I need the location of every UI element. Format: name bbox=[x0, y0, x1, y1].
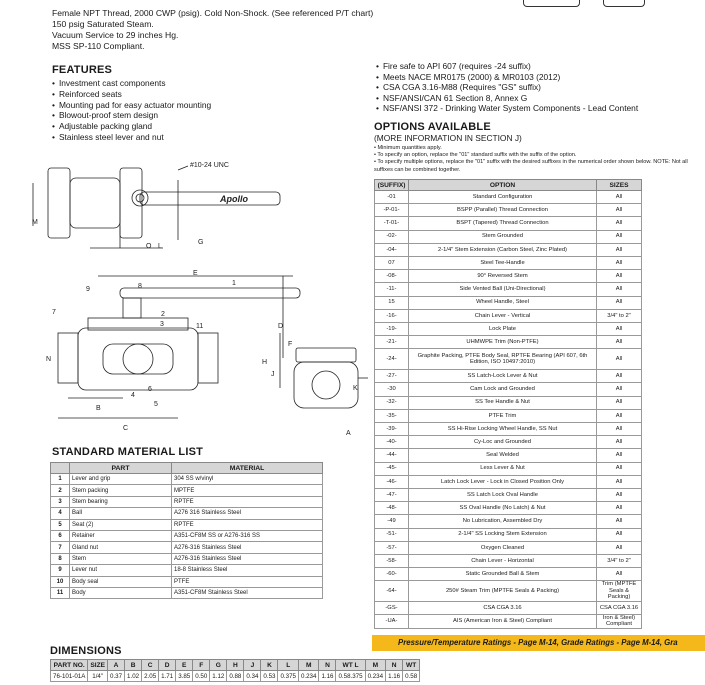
feature-item: • Investment cast components bbox=[52, 78, 352, 89]
option-description: BSPP (Parallel) Thread Connection bbox=[409, 204, 597, 217]
option-suffix: -01 bbox=[375, 191, 409, 204]
option-suffix: -GS- bbox=[375, 601, 409, 614]
option-description: Less Lever & Nut bbox=[409, 462, 597, 475]
callout-7: 7 bbox=[52, 309, 56, 316]
dimensions-header-cell: WT L bbox=[336, 660, 365, 671]
option-description: Static Grounded Ball & Stem bbox=[409, 568, 597, 581]
dimensions-cell: 1.02 bbox=[125, 671, 142, 682]
feature-item: • Mounting pad for easy actuator mounting bbox=[52, 100, 352, 111]
option-sizes: All bbox=[597, 270, 642, 283]
pt-ratings-link[interactable]: Pressure/Temperature Ratings - Page M-14, Grade Ratings - Page M-14, Gra bbox=[372, 635, 705, 651]
option-row bbox=[375, 309, 642, 322]
options-table bbox=[374, 179, 642, 629]
material-row bbox=[51, 508, 323, 519]
option-sizes: All bbox=[597, 515, 642, 528]
option-row bbox=[375, 502, 642, 515]
option-row bbox=[375, 475, 642, 488]
intro-line: Vacuum Service to 29 inches Hg. bbox=[52, 30, 179, 40]
option-suffix: -39- bbox=[375, 423, 409, 436]
option-suffix: -21- bbox=[375, 336, 409, 349]
dim-letter-a: A bbox=[346, 430, 351, 437]
option-row bbox=[375, 528, 642, 541]
dimensions-cell: 0.88 bbox=[227, 671, 244, 682]
option-description: UHMWPE Trim (Non-PTFE) bbox=[409, 336, 597, 349]
top-view-drawing bbox=[33, 166, 280, 248]
dimensions-header-cell: N bbox=[319, 660, 336, 671]
option-row bbox=[375, 191, 642, 204]
material-value: A276 316 Stainless Steel bbox=[172, 508, 323, 519]
options-header-sizes: SIZES bbox=[597, 180, 642, 191]
material-item-number: 2 bbox=[51, 485, 70, 496]
callout-2: 2 bbox=[161, 311, 165, 318]
option-sizes: All bbox=[597, 436, 642, 449]
dim-letter-l: L bbox=[158, 243, 162, 250]
option-description: Seal Welded bbox=[409, 449, 597, 462]
option-row bbox=[375, 270, 642, 283]
option-suffix: -40- bbox=[375, 436, 409, 449]
option-suffix: -58- bbox=[375, 554, 409, 567]
option-suffix: -60- bbox=[375, 568, 409, 581]
option-description: PTFE Trim bbox=[409, 409, 597, 422]
option-row bbox=[375, 568, 642, 581]
dimensions-row bbox=[51, 671, 420, 682]
dimensions-cell: 0.53 bbox=[261, 671, 278, 682]
dimensions-header-cell: C bbox=[142, 660, 159, 671]
callout-9: 9 bbox=[86, 286, 90, 293]
option-sizes: CSA CGA 3.16 bbox=[597, 601, 642, 614]
dimensions-cell: 1/4" bbox=[88, 671, 108, 682]
option-description: 250# Steam Trim (MPTFE Seals & Packing) bbox=[409, 581, 597, 602]
material-value: A276-316 Stainless Steel bbox=[172, 542, 323, 553]
material-item-number: 3 bbox=[51, 496, 70, 507]
dimensions-header-cell: D bbox=[159, 660, 176, 671]
material-row bbox=[51, 519, 323, 530]
material-part: Body seal bbox=[70, 576, 172, 587]
option-description: Chain Lever - Horizontal bbox=[409, 554, 597, 567]
callout-6: 6 bbox=[148, 386, 152, 393]
material-header-part: PART bbox=[70, 463, 172, 474]
option-sizes: All bbox=[597, 409, 642, 422]
dimensions-table-body bbox=[51, 671, 420, 682]
option-sizes: All bbox=[597, 243, 642, 256]
material-value: 18-8 Stainless Steel bbox=[172, 565, 323, 576]
option-suffix: -T-01- bbox=[375, 217, 409, 230]
option-sizes: All bbox=[597, 322, 642, 335]
option-description: SS Hi-Rise Locking Wheel Handle, SS Nut bbox=[409, 423, 597, 436]
material-item-number: 5 bbox=[51, 519, 70, 530]
dimensions-title: DIMENSIONS bbox=[50, 645, 122, 657]
material-row bbox=[51, 496, 323, 507]
material-part: Retainer bbox=[70, 530, 172, 541]
thread-label: #10-24 UNC bbox=[190, 162, 229, 169]
option-suffix: -27- bbox=[375, 370, 409, 383]
option-sizes: All bbox=[597, 502, 642, 515]
compliance-item: • CSA CGA 3.16-M88 (Requires "GS" suffix) bbox=[376, 82, 705, 93]
option-suffix: -32- bbox=[375, 396, 409, 409]
option-row bbox=[375, 462, 642, 475]
dimensions-header-cell: B bbox=[125, 660, 142, 671]
dimensions-header-cell: E bbox=[176, 660, 193, 671]
material-list-title: STANDARD MATERIAL LIST bbox=[52, 446, 204, 458]
material-row bbox=[51, 576, 323, 587]
material-value: A276-316 Stainless Steel bbox=[172, 553, 323, 564]
material-row bbox=[51, 587, 323, 598]
material-part: Stem packing bbox=[70, 485, 172, 496]
callout-4: 4 bbox=[131, 392, 135, 399]
option-sizes: All bbox=[597, 488, 642, 501]
intro-line: Female NPT Thread, 2000 CWP (psig). Cold Non-Shock. (See referenced P/T chart) bbox=[52, 8, 374, 18]
option-sizes: 3/4" to 2" bbox=[597, 309, 642, 322]
dimensions-cell: 0.234 bbox=[365, 671, 385, 682]
option-description: Side Vented Ball (Uni-Directional) bbox=[409, 283, 597, 296]
dimensions-header-cell: N bbox=[386, 660, 403, 671]
option-sizes: Trim (MPTFE Seals & Packing) bbox=[597, 581, 642, 602]
option-description: BSPT (Tapered) Thread Connection bbox=[409, 217, 597, 230]
dim-letter-k: K bbox=[353, 385, 358, 392]
option-row bbox=[375, 256, 642, 269]
option-description: SS Oval Handle (No Latch) & Nut bbox=[409, 502, 597, 515]
material-value: RPTFE bbox=[172, 519, 323, 530]
option-row bbox=[375, 581, 642, 602]
feature-item: • Blowout-proof stem design bbox=[52, 110, 352, 121]
options-notes bbox=[374, 145, 704, 174]
dimensions-header-cell: H bbox=[227, 660, 244, 671]
dim-letter-n: N bbox=[46, 356, 52, 363]
option-sizes: 3/4" to 2" bbox=[597, 554, 642, 567]
dimensions-header-cell: K bbox=[261, 660, 278, 671]
option-sizes: All bbox=[597, 423, 642, 436]
option-suffix: -19- bbox=[375, 322, 409, 335]
material-part: Gland nut bbox=[70, 542, 172, 553]
option-description: Latch Lock Lever - Lock in Closed Position Only bbox=[409, 475, 597, 488]
option-description: CSA CGA 3.16 bbox=[409, 601, 597, 614]
options-header-option: OPTION bbox=[409, 180, 597, 191]
dimensions-cell: 1.16 bbox=[319, 671, 336, 682]
dimensions-cell: 1.12 bbox=[210, 671, 227, 682]
option-row bbox=[375, 488, 642, 501]
option-suffix: -30 bbox=[375, 383, 409, 396]
dim-letter-j: J bbox=[271, 371, 275, 378]
dimensions-cell: 2.05 bbox=[142, 671, 159, 682]
dim-letter-e: E bbox=[193, 270, 198, 277]
option-sizes: All bbox=[597, 396, 642, 409]
dimensions-cell: 0.50 bbox=[193, 671, 210, 682]
option-suffix: -35- bbox=[375, 409, 409, 422]
material-row bbox=[51, 565, 323, 576]
options-title: OPTIONS AVAILABLE bbox=[374, 121, 491, 133]
features-title: FEATURES bbox=[52, 64, 113, 76]
dimensions-cell: 0.34 bbox=[244, 671, 261, 682]
dimensions-cell: 0.58.375 bbox=[336, 671, 365, 682]
option-description: SS Tee Handle & Nut bbox=[409, 396, 597, 409]
option-row bbox=[375, 283, 642, 296]
dimensions-header-cell: M bbox=[365, 660, 385, 671]
material-item-number: 10 bbox=[51, 576, 70, 587]
material-part: Stem bbox=[70, 553, 172, 564]
intro-line: MSS SP-110 Compliant. bbox=[52, 41, 145, 51]
option-description: 2-1/4" Stem Extension (Carbon Steel, Zinc Plated) bbox=[409, 243, 597, 256]
option-description: 2-1/4" SS Locking Stem Extension bbox=[409, 528, 597, 541]
option-sizes: All bbox=[597, 256, 642, 269]
option-sizes: All bbox=[597, 296, 642, 309]
option-suffix: 15 bbox=[375, 296, 409, 309]
option-row bbox=[375, 409, 642, 422]
callout-5: 5 bbox=[154, 401, 158, 408]
material-header-num bbox=[51, 463, 70, 474]
material-value: RPTFE bbox=[172, 496, 323, 507]
material-row bbox=[51, 474, 323, 485]
option-suffix: -47- bbox=[375, 488, 409, 501]
compliance-section bbox=[376, 61, 705, 114]
dim-letter-d: D bbox=[278, 323, 284, 330]
option-suffix: -44- bbox=[375, 449, 409, 462]
dim-letter-f: F bbox=[288, 341, 293, 348]
material-row bbox=[51, 553, 323, 564]
dimensions-header-row bbox=[51, 660, 420, 671]
option-description: Cy-Loc and Grounded bbox=[409, 436, 597, 449]
material-part: Stem bearing bbox=[70, 496, 172, 507]
option-row bbox=[375, 383, 642, 396]
material-item-number: 9 bbox=[51, 565, 70, 576]
material-header-material: MATERIAL bbox=[172, 463, 323, 474]
dimensions-cell: 0.234 bbox=[298, 671, 318, 682]
option-description: Graphite Packing, PTFE Body Seal, RPTFE Bearing (API 607, 6th Edition, ISO 10497:2010) bbox=[409, 349, 597, 370]
options-subtitle: (MORE INFORMATION IN SECTION J) bbox=[374, 133, 522, 143]
option-description: Chain Lever - Vertical bbox=[409, 309, 597, 322]
dimensions-header-cell: J bbox=[244, 660, 261, 671]
option-suffix: -45- bbox=[375, 462, 409, 475]
material-value: PTFE bbox=[172, 576, 323, 587]
material-value: A351-CF8M SS or A276-316 SS bbox=[172, 530, 323, 541]
option-row bbox=[375, 436, 642, 449]
option-sizes: All bbox=[597, 283, 642, 296]
material-part: Seat (2) bbox=[70, 519, 172, 530]
material-row bbox=[51, 542, 323, 553]
dimensions-cell: 76-101-01A bbox=[51, 671, 88, 682]
feature-item: • Reinforced seats bbox=[52, 89, 352, 100]
options-note: • To specify multiple options, replace the "01" suffix with the desired suffixes in the numerical order shown below. NOTE: Not all suffixes can be combined together. bbox=[374, 159, 704, 173]
option-sizes: All bbox=[597, 191, 642, 204]
intro-line: 150 psig Saturated Steam. bbox=[52, 19, 154, 29]
option-suffix: -51- bbox=[375, 528, 409, 541]
option-suffix: -16- bbox=[375, 309, 409, 322]
dimensions-cell: 1.16 bbox=[386, 671, 403, 682]
options-note: • Minimum quantities apply. bbox=[374, 145, 704, 152]
dimensions-cell: 3.85 bbox=[176, 671, 193, 682]
callout-1: 1 bbox=[232, 280, 236, 287]
material-part: Lever and grip bbox=[70, 474, 172, 485]
option-description: Standard Configuration bbox=[409, 191, 597, 204]
option-description: Steel Tee-Handle bbox=[409, 256, 597, 269]
option-suffix: -49 bbox=[375, 515, 409, 528]
material-table bbox=[50, 462, 323, 599]
material-part: Lever nut bbox=[70, 565, 172, 576]
option-sizes: All bbox=[597, 217, 642, 230]
option-suffix: -11- bbox=[375, 283, 409, 296]
option-row bbox=[375, 601, 642, 614]
material-item-number: 1 bbox=[51, 474, 70, 485]
option-row bbox=[375, 243, 642, 256]
material-value: 304 SS w/vinyl bbox=[172, 474, 323, 485]
option-suffix: -24- bbox=[375, 349, 409, 370]
material-item-number: 7 bbox=[51, 542, 70, 553]
options-section bbox=[374, 121, 704, 174]
option-suffix: -64- bbox=[375, 581, 409, 602]
option-sizes: All bbox=[597, 449, 642, 462]
option-row bbox=[375, 515, 642, 528]
dim-letter-g: G bbox=[198, 239, 204, 246]
dimensions-header-cell: M bbox=[298, 660, 318, 671]
dimensions-header-cell: PART NO. bbox=[51, 660, 88, 671]
intro-specs bbox=[52, 8, 382, 52]
option-row bbox=[375, 230, 642, 243]
option-sizes: All bbox=[597, 336, 642, 349]
material-item-number: 8 bbox=[51, 553, 70, 564]
option-description: Wheel Handle, Steel bbox=[409, 296, 597, 309]
option-row bbox=[375, 322, 642, 335]
material-part: Body bbox=[70, 587, 172, 598]
material-row bbox=[51, 530, 323, 541]
option-description: SS Latch Lock Oval Handle bbox=[409, 488, 597, 501]
features-section bbox=[52, 64, 352, 143]
option-sizes: All bbox=[597, 541, 642, 554]
option-row bbox=[375, 204, 642, 217]
option-row bbox=[375, 449, 642, 462]
material-part: Ball bbox=[70, 508, 172, 519]
dimensions-header-cell: F bbox=[193, 660, 210, 671]
dimensions-header-cell: A bbox=[108, 660, 125, 671]
material-value: MPTFE bbox=[172, 485, 323, 496]
dimensions-header-cell: L bbox=[278, 660, 298, 671]
option-sizes: All bbox=[597, 528, 642, 541]
compliance-item: • NSF/ANSI/CAN 61 Section 8, Annex G bbox=[376, 93, 705, 104]
option-suffix: 07 bbox=[375, 256, 409, 269]
option-sizes: All bbox=[597, 568, 642, 581]
option-description: Oxygen Cleaned bbox=[409, 541, 597, 554]
dimensions-header-cell: G bbox=[210, 660, 227, 671]
option-description: Stem Grounded bbox=[409, 230, 597, 243]
dim-letter-h: H bbox=[262, 359, 268, 366]
option-sizes: All bbox=[597, 230, 642, 243]
option-row bbox=[375, 336, 642, 349]
option-row bbox=[375, 217, 642, 230]
option-sizes: Iron & Steel) Compliant bbox=[597, 614, 642, 628]
dimensions-header-cell: WT bbox=[403, 660, 420, 671]
material-table-body bbox=[51, 474, 323, 599]
option-suffix: -46- bbox=[375, 475, 409, 488]
feature-item: • Adjustable packing gland bbox=[52, 121, 352, 132]
dimensions-cell: 1.71 bbox=[159, 671, 176, 682]
dimensions-header-cell: SIZE bbox=[88, 660, 108, 671]
option-description: Cam Lock and Grounded bbox=[409, 383, 597, 396]
dim-letter-o: O bbox=[146, 243, 152, 250]
side-view-drawing bbox=[280, 333, 368, 408]
option-row bbox=[375, 423, 642, 436]
option-suffix: -04- bbox=[375, 243, 409, 256]
dim-letter-m: M bbox=[32, 219, 38, 226]
option-sizes: All bbox=[597, 383, 642, 396]
option-suffix: -P-01- bbox=[375, 204, 409, 217]
compliance-item: • Meets NACE MR0175 (2000) & MR0103 (2012) bbox=[376, 72, 705, 83]
option-description: No Lubrication, Assembled Dry bbox=[409, 515, 597, 528]
option-sizes: All bbox=[597, 370, 642, 383]
options-note: • To specify an option, replace the "01" standard suffix with the suffix of the option. bbox=[374, 152, 704, 159]
option-suffix: -57- bbox=[375, 541, 409, 554]
options-table-body bbox=[375, 191, 642, 629]
option-row bbox=[375, 541, 642, 554]
dim-letter-b: B bbox=[96, 405, 101, 412]
material-row bbox=[51, 485, 323, 496]
option-sizes: All bbox=[597, 462, 642, 475]
dimensions-cell: 0.58 bbox=[403, 671, 420, 682]
dimensions-table bbox=[50, 659, 420, 682]
option-sizes: All bbox=[597, 204, 642, 217]
certification-marks bbox=[515, 0, 705, 6]
dimensions-cell: 0.37 bbox=[108, 671, 125, 682]
dimensions-cell: 0.375 bbox=[278, 671, 298, 682]
option-description: SS Latch-Lock Lever & Nut bbox=[409, 370, 597, 383]
option-suffix: -48- bbox=[375, 502, 409, 515]
compliance-item: • NSF/ANSI 372 - Drinking Water System Components - Lead Content bbox=[376, 103, 705, 114]
option-row bbox=[375, 396, 642, 409]
callout-11: 11 bbox=[196, 323, 204, 330]
material-item-number: 4 bbox=[51, 508, 70, 519]
option-suffix: -02- bbox=[375, 230, 409, 243]
material-item-number: 6 bbox=[51, 530, 70, 541]
option-row bbox=[375, 554, 642, 567]
option-description: Lock Plate bbox=[409, 322, 597, 335]
options-header-suffix: (SUFFIX) bbox=[375, 180, 409, 191]
option-row bbox=[375, 614, 642, 628]
compliance-item: • Fire safe to API 607 (requires -24 suffix) bbox=[376, 61, 705, 72]
material-item-number: 11 bbox=[51, 587, 70, 598]
option-row bbox=[375, 349, 642, 370]
valve-drawing bbox=[28, 148, 368, 448]
callout-8: 8 bbox=[138, 283, 142, 290]
option-sizes: All bbox=[597, 475, 642, 488]
option-suffix: -08- bbox=[375, 270, 409, 283]
option-sizes: All bbox=[597, 349, 642, 370]
option-description: 90° Reversed Stem bbox=[409, 270, 597, 283]
callout-3: 3 bbox=[160, 321, 164, 328]
material-value: A351-CF8M Stainless Steel bbox=[172, 587, 323, 598]
front-view-drawing bbox=[58, 276, 300, 418]
option-row bbox=[375, 370, 642, 383]
option-suffix: -UA- bbox=[375, 614, 409, 628]
dim-letter-c: C bbox=[123, 425, 129, 432]
handle-logo-text: Apollo bbox=[220, 194, 248, 204]
option-row bbox=[375, 296, 642, 309]
option-description: AIS (American Iron & Steel) Compliant bbox=[409, 614, 597, 628]
feature-item: • Stainless steel lever and nut bbox=[52, 132, 352, 143]
